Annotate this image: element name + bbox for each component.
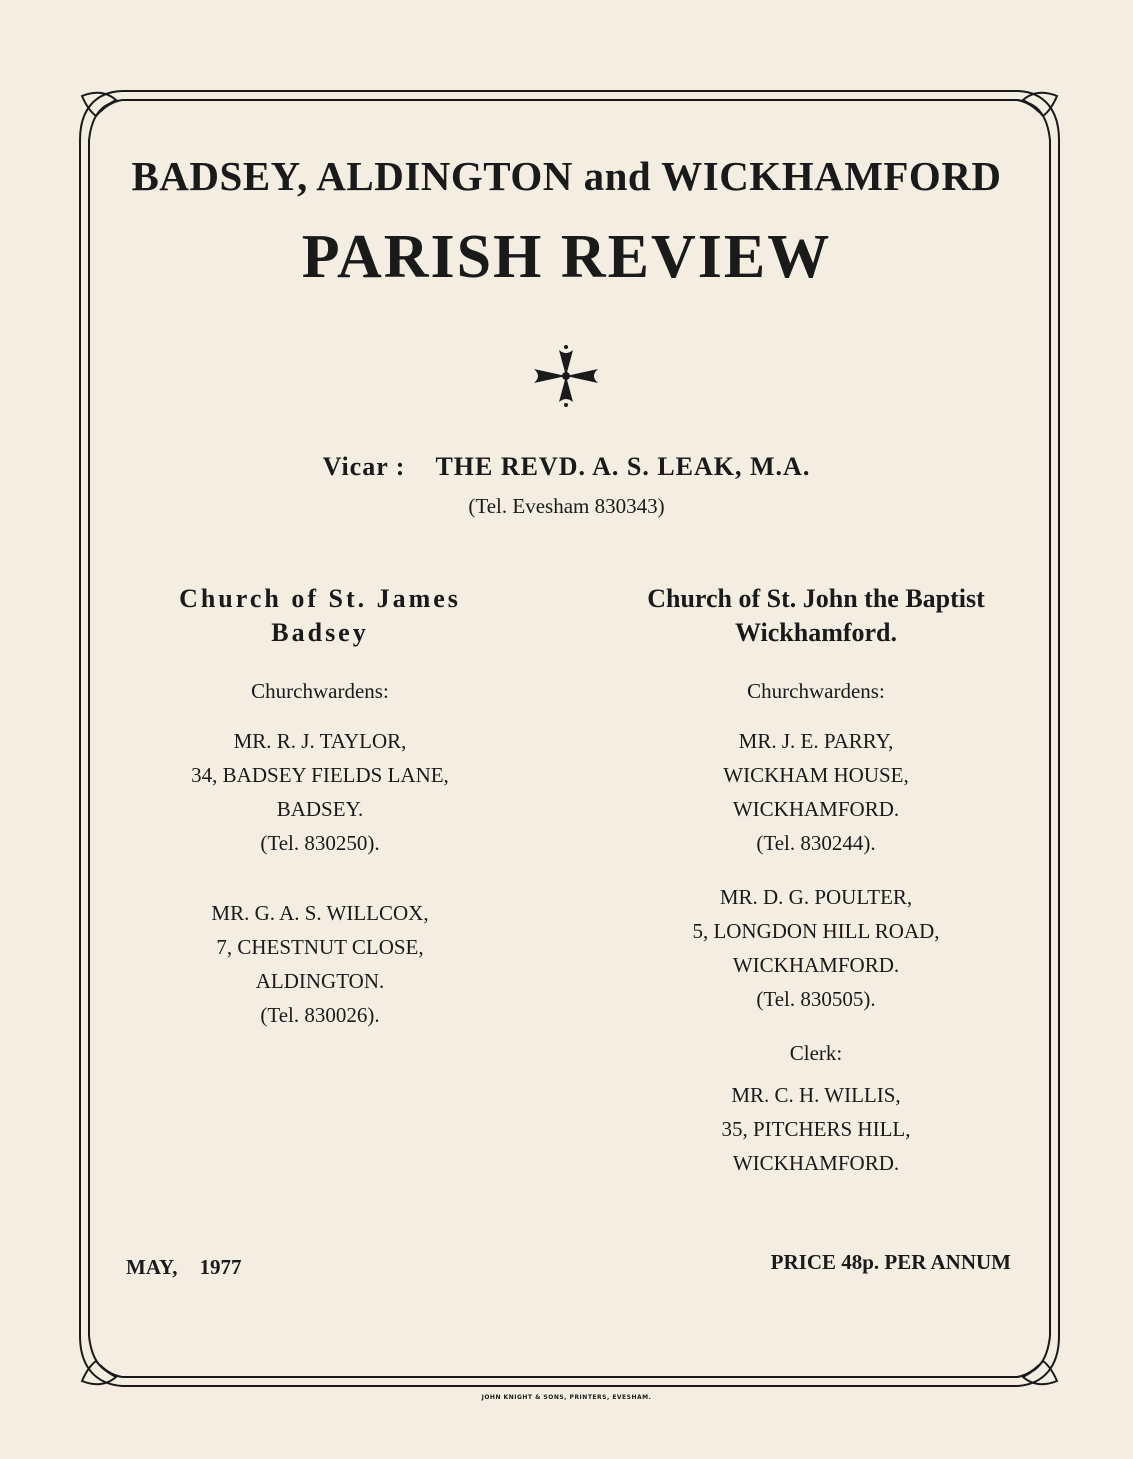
left-warden-2-tel: (Tel. 830026). — [260, 1003, 380, 1027]
left-church-column — [100, 0, 540, 1032]
right-church-name-line2: Wickhamford. — [734, 618, 898, 647]
vicar-telephone: (Tel. Evesham 830343) — [468, 494, 665, 518]
right-warden-2-name: MR. D. G. POULTER, — [719, 885, 913, 909]
left-warden-1-tel: (Tel. 830250). — [260, 831, 380, 855]
subscription-price: PRICE 48p. PER ANNUM — [770, 1250, 1011, 1274]
clerk-address: 35, PITCHERS HILL, — [721, 1117, 911, 1141]
clerk-name: MR. C. H. WILLIS, — [731, 1083, 901, 1107]
issue-month: MAY, — [126, 1255, 178, 1279]
left-warden-2 — [100, 896, 540, 1032]
right-warden-2-address: 5, LONGDON HILL ROAD, — [692, 919, 940, 943]
left-warden-1-town: BADSEY. — [276, 797, 364, 821]
right-warden-2-town: WICKHAMFORD. — [732, 953, 900, 977]
left-church-name-line1: Church of St. James — [179, 584, 461, 613]
right-wardens-label: Churchwardens: — [747, 679, 885, 703]
right-warden-2 — [590, 880, 1042, 1016]
left-warden-2-name: MR. G. A. S. WILLCOX, — [211, 901, 429, 925]
left-warden-1 — [100, 724, 540, 860]
right-warden-1-house: WICKHAM HOUSE, — [723, 763, 909, 787]
right-warden-1-town: WICKHAMFORD. — [732, 797, 900, 821]
title-parishes: BADSEY, ALDINGTON and WICKHAMFORD — [131, 153, 1002, 199]
issue-year: 1977 — [199, 1255, 242, 1279]
left-warden-1-name: MR. R. J. TAYLOR, — [233, 729, 407, 753]
issue-date — [126, 1255, 242, 1280]
right-warden-1-tel: (Tel. 830244). — [756, 831, 876, 855]
left-warden-2-address: 7, CHESTNUT CLOSE, — [216, 935, 424, 959]
clerk-details — [590, 1078, 1042, 1180]
clerk-label: Clerk: — [789, 1041, 843, 1065]
right-church-name — [590, 582, 1042, 650]
left-church-name — [100, 582, 540, 650]
right-church-column — [590, 0, 1042, 1180]
printer-imprint: JOHN KNIGHT & SONS, PRINTERS, EVESHAM. — [481, 1394, 652, 1401]
left-wardens-label: Churchwardens: — [251, 679, 389, 703]
vicar-label: Vicar : — [322, 452, 406, 481]
left-church-name-line2: Badsey — [271, 618, 369, 647]
left-warden-1-address: 34, BADSEY FIELDS LANE, — [191, 763, 449, 787]
right-warden-1-name: MR. J. E. PARRY, — [738, 729, 894, 753]
title-parish-review: PARISH REVIEW — [301, 223, 832, 291]
right-warden-2-tel: (Tel. 830505). — [756, 987, 876, 1011]
right-warden-1 — [590, 724, 1042, 860]
right-church-name-line1: Church of St. John the Baptist — [647, 584, 985, 613]
left-warden-2-town: ALDINGTON. — [255, 969, 385, 993]
clerk-town: WICKHAMFORD. — [732, 1151, 900, 1175]
vicar-name: THE REVD. A. S. LEAK, M.A. — [435, 452, 811, 481]
